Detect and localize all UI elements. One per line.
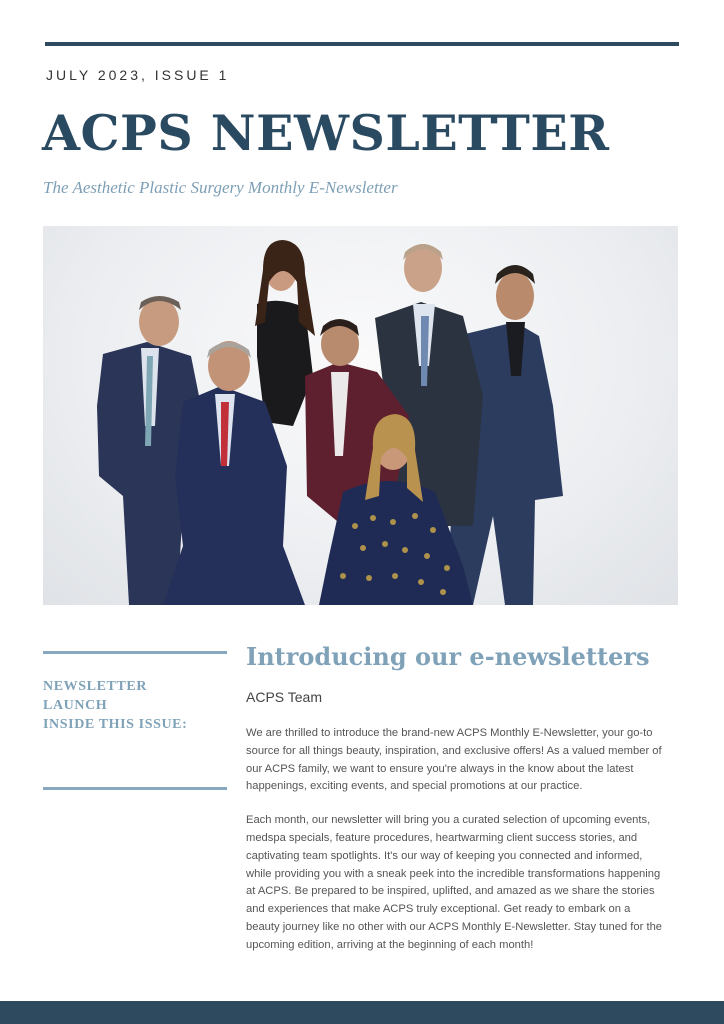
team-photo <box>43 226 678 605</box>
article-title: Introducing our e-newsletters <box>246 642 650 671</box>
sidebar-heading-launch: LAUNCH <box>43 698 108 713</box>
sidebar-headings <box>43 677 227 734</box>
article-paragraph-2: Each month, our newsletter will bring you a curated selection of upcoming events, medspa specials, feature procedures, heartwarming client success stories, and captivating team spotlights. It's our way of keeping you connected and informed, while providing you with a sneak peek into the incredible transformations happening at ACPS. Be prepared to be inspired, uplifted, and amazed as we share the stories and experiences that make ACPS truly exceptional. Get ready to embark on a beauty journey like no other with our ACPS Monthly E-Newsletter. Stay tuned for the upcoming edition, arriving at the beginning of each month! <box>246 814 663 951</box>
sidebar-rule-top <box>43 651 227 654</box>
article-paragraph-1: We are thrilled to introduce the brand-new ACPS Monthly E-Newsletter, your go-to source for all things beauty, inspiration, and exclusive offers! As a valued member of our ACPS family, we want to ensure you're always in the know about the latest happenings, exciting events, and special promotions at our practice. <box>246 727 662 793</box>
article-body <box>246 725 666 971</box>
sidebar-heading-newsletter: NEWSLETTER <box>43 679 148 694</box>
footer-band <box>0 1001 724 1024</box>
article-author: ACPS Team <box>246 689 322 705</box>
top-rule <box>45 42 679 46</box>
tagline: The Aesthetic Plastic Surgery Monthly E-Newsletter <box>43 178 398 197</box>
sidebar-rule-bottom <box>43 787 227 790</box>
newsletter-title: ACPS NEWSLETTER <box>42 104 610 162</box>
issue-date: JULY 2023, ISSUE 1 <box>46 67 230 83</box>
sidebar-heading-inside-this-issue: INSIDE THIS ISSUE: <box>43 717 188 732</box>
